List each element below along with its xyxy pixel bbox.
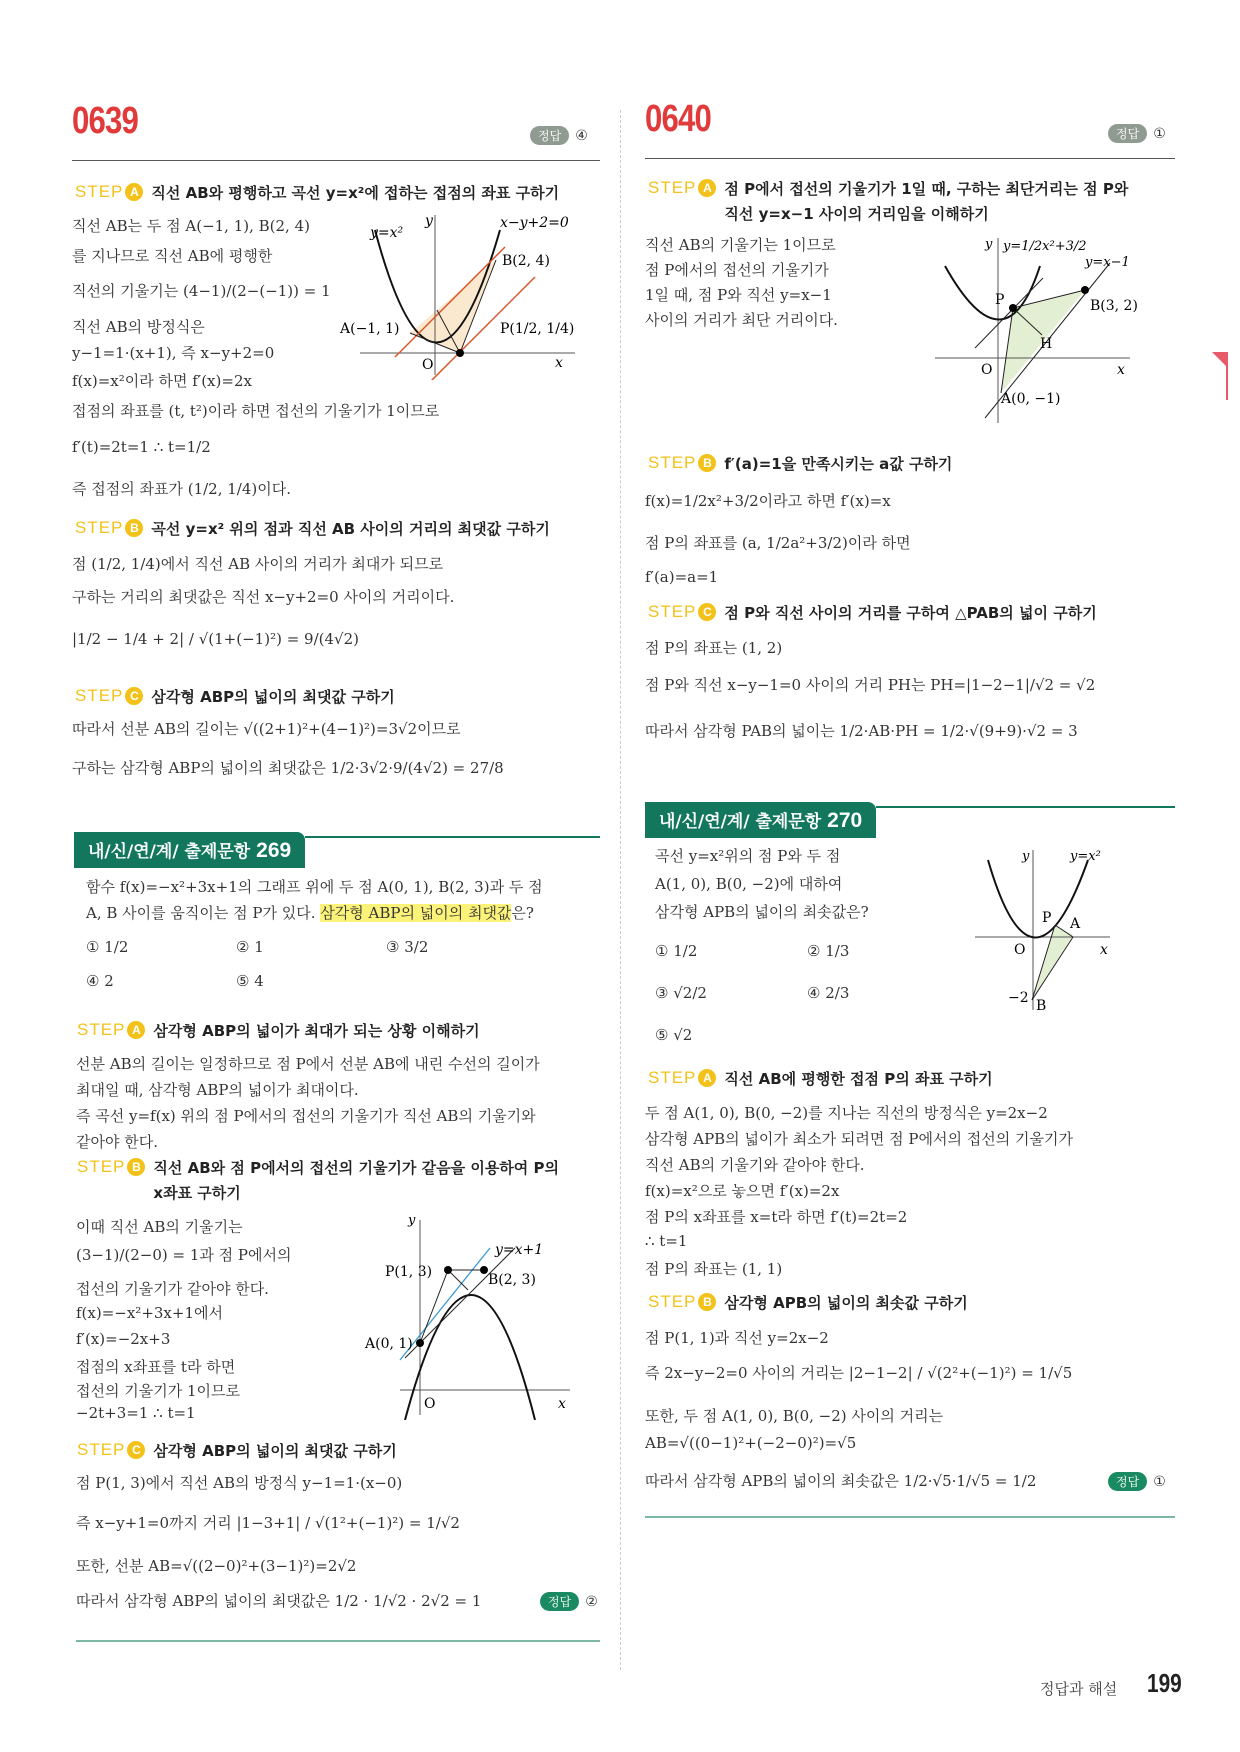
svg-text:P: P xyxy=(1042,910,1052,926)
solution-line: 직선 AB의 방정식은 xyxy=(72,318,205,336)
step-b-heading xyxy=(648,1292,968,1313)
choice-1[interactable]: ① 1/2 xyxy=(86,938,129,956)
step-c-heading xyxy=(75,686,395,707)
svg-text:y=x²: y=x² xyxy=(370,225,404,241)
footer-label: 정답과 해설 xyxy=(1040,1680,1118,1698)
step-a-heading xyxy=(75,182,559,203)
solution-line: 따라서 삼각형 ABP의 넓이의 최댓값은 1/2 · 1/√2 · 2√2 = 1 xyxy=(76,1592,482,1610)
banner-tag: 내/신/연/계/ 출제문항 270 xyxy=(645,802,876,838)
answer-badge-0639 xyxy=(530,126,588,145)
step-a-heading xyxy=(77,1020,480,1041)
edge-tab-marker xyxy=(1208,352,1228,400)
svg-text:O: O xyxy=(981,362,993,378)
step-title: f′(a)=1을 만족시키는 a값 구하기 xyxy=(724,455,953,473)
solution-line: 점 P(1, 1)과 직선 y=2x−2 xyxy=(645,1329,829,1347)
solution-line: 직선 AB의 기울기와 같아야 한다. xyxy=(645,1156,865,1174)
svg-text:y=1/2x²+3/2: y=1/2x²+3/2 xyxy=(1003,239,1087,254)
graph-0639 xyxy=(340,205,580,380)
problem-number-0640: 0640 xyxy=(645,98,712,140)
svg-text:B(2, 4): B(2, 4) xyxy=(502,253,550,269)
step-label: STEP B xyxy=(648,1292,716,1312)
choice-5[interactable]: ⑤ 4 xyxy=(236,972,264,990)
svg-text:y: y xyxy=(425,213,433,229)
question-highlight: 삼각형 ABP의 넓이의 최댓값 xyxy=(320,904,512,922)
step-c-heading xyxy=(648,602,1097,623)
step-label: STEP C xyxy=(648,602,716,622)
answer-pill: 정답 xyxy=(530,126,569,145)
solution-line: 구하는 삼각형 ABP의 넓이의 최댓값은 1/2·3√2·9/(4√2) = 27/8 xyxy=(72,759,504,777)
answer-value: ① xyxy=(1153,1473,1166,1490)
choice-4[interactable]: ④ 2 xyxy=(86,972,114,990)
solution-line: f(x)=−x²+3x+1에서 xyxy=(76,1304,223,1322)
svg-text:x−y+2=0: x−y+2=0 xyxy=(500,215,569,231)
step-c-heading xyxy=(77,1440,397,1461)
choice-2[interactable]: ② 1/3 xyxy=(807,942,850,960)
choice-1[interactable]: ① 1/2 xyxy=(655,942,698,960)
solution-line: 1일 때, 점 P와 직선 y=x−1 xyxy=(645,286,832,304)
solution-line: 를 지나므로 직선 AB에 평행한 xyxy=(72,247,273,265)
solution-line: 접선의 기울기가 1이므로 xyxy=(76,1382,240,1400)
svg-text:x: x xyxy=(558,1396,566,1412)
solution-line: 즉 2x−y−2=0 사이의 거리는 |2−1−2| / √(2²+(−1)²) = 1/√5 xyxy=(645,1364,1073,1382)
step-title: 곡선 y=x² 위의 점과 직선 AB 사이의 거리의 최댓값 구하기 xyxy=(151,520,550,538)
solution-line: 따라서 삼각형 APB의 넓이의 최솟값은 1/2·√5·1/√5 = 1/2 xyxy=(645,1472,1037,1490)
solution-line: 즉 곡선 y=f(x) 위의 점 P에서의 접선의 기울기가 직선 AB의 기울기와 xyxy=(76,1107,536,1125)
solution-line: 즉 접점의 좌표가 (1/2, 1/4)이다. xyxy=(72,480,292,498)
choice-5[interactable]: ⑤ √2 xyxy=(655,1026,693,1044)
solution-line: 점 P(1, 3)에서 직선 AB의 방정식 y−1=1·(x−0) xyxy=(76,1474,403,1492)
step-title: 점 P에서 접선의 기울기가 1일 때, 구하는 최단거리는 점 P와 직선 y=x−1 사이의 거리임을 이해하기 xyxy=(724,180,1129,223)
step-label: STEP C xyxy=(77,1440,145,1460)
solution-line: y−1=1·(x+1), 즉 x−y+2=0 xyxy=(72,344,275,362)
solution-line: AB=√((0−1)²+(−2−0)²)=√5 xyxy=(645,1434,857,1452)
solution-line: 두 점 A(1, 0), B(0, −2)를 지나는 직선의 방정식은 y=2x−2 xyxy=(645,1104,1048,1122)
svg-text:A: A xyxy=(1070,916,1081,932)
solution-line: 삼각형 APB의 넓이가 최소가 되려면 점 P에서의 접선의 기울기가 xyxy=(645,1130,1073,1148)
solution-line: 접선의 기울기가 같아야 한다. xyxy=(76,1280,269,1298)
solution-line: 접점의 좌표를 (t, t²)이라 하면 접선의 기울기가 1이므로 xyxy=(72,402,440,420)
step-title: 삼각형 ABP의 넓이가 최대가 되는 상황 이해하기 xyxy=(153,1022,480,1040)
step-label: STEP B xyxy=(77,1157,145,1177)
solution-line: |1/2 − 1/4 + 2| / √(1+(−1)²) = 9/(4√2) xyxy=(72,630,359,648)
solution-line: 점 P의 x좌표를 x=t라 하면 f′(t)=2t=2 xyxy=(645,1208,908,1226)
svg-text:O: O xyxy=(422,357,434,373)
svg-text:A(0, −1): A(0, −1) xyxy=(1001,391,1061,407)
graph-270 xyxy=(970,840,1130,1015)
graph-0640 xyxy=(935,228,1145,428)
section-end-rule xyxy=(76,1640,600,1642)
svg-text:x: x xyxy=(1117,362,1125,378)
section-end-rule xyxy=(645,1516,1175,1518)
solution-line: ∴ t=1 xyxy=(645,1232,688,1250)
column-divider xyxy=(620,110,621,1670)
answer-pill: 정답 xyxy=(1108,1472,1147,1491)
svg-text:P(1/2, 1/4): P(1/2, 1/4) xyxy=(500,321,575,337)
problem-number-0639: 0639 xyxy=(72,100,139,142)
banner-tag: 내/신/연/계/ 출제문항 269 xyxy=(74,832,305,868)
svg-text:y: y xyxy=(985,237,993,252)
divider xyxy=(72,160,600,161)
solution-line: f′(x)=−2x+3 xyxy=(76,1330,171,1348)
step-title: 삼각형 ABP의 넓이의 최댓값 구하기 xyxy=(153,1442,397,1460)
solution-line: 직선의 기울기는 (4−1)/(2−(−1)) = 1 xyxy=(72,282,331,300)
solution-line: 최대일 때, 삼각형 ABP의 넓이가 최대이다. xyxy=(76,1081,359,1099)
answer-pill: 정답 xyxy=(1108,124,1147,143)
graph-269 xyxy=(360,1210,580,1420)
step-label: STEP C xyxy=(75,686,143,706)
svg-text:B: B xyxy=(1036,998,1047,1014)
answer-badge-270 xyxy=(1108,1472,1166,1491)
solution-line: 또한, 두 점 A(1, 0), B(0, −2) 사이의 거리는 xyxy=(645,1407,944,1425)
choice-3[interactable]: ③ √2/2 xyxy=(655,984,707,1002)
solution-line: f′(a)=a=1 xyxy=(645,568,719,586)
banner-rule xyxy=(876,806,1175,808)
answer-badge-269 xyxy=(540,1592,598,1611)
step-a-heading xyxy=(648,1068,993,1089)
svg-text:−2: −2 xyxy=(1008,990,1029,1006)
solution-line: (3−1)/(2−0) = 1과 점 P에서의 xyxy=(76,1246,292,1264)
solution-line: f′(t)=2t=1 ∴ t=1/2 xyxy=(72,438,211,456)
solution-line: 또한, 선분 AB=√((2−0)²+(3−1)²)=2√2 xyxy=(76,1557,357,1575)
question-line: 함수 f(x)=−x²+3x+1의 그래프 위에 두 점 A(0, 1), B(2, 3)과 두 점 xyxy=(86,878,543,896)
step-title: 삼각형 ABP의 넓이의 최댓값 구하기 xyxy=(151,688,395,706)
step-label: STEP B xyxy=(648,453,716,473)
solution-line: 점 P의 좌표를 (a, 1/2a²+3/2)이라 하면 xyxy=(645,534,911,552)
solution-line: 직선 AB는 두 점 A(−1, 1), B(2, 4) xyxy=(72,217,310,235)
step-a-heading xyxy=(648,178,1128,224)
svg-text:y=x+1: y=x+1 xyxy=(495,1242,544,1258)
step-label: STEP B xyxy=(75,518,143,538)
svg-text:x: x xyxy=(555,355,563,371)
svg-text:O: O xyxy=(1014,942,1026,958)
step-title: 직선 AB에 평행한 접점 P의 좌표 구하기 xyxy=(724,1070,993,1088)
svg-text:P: P xyxy=(995,292,1005,308)
solution-line: 같아야 한다. xyxy=(76,1133,158,1151)
question-line: A, B 사이를 움직이는 점 P가 있다. 삼각형 ABP의 넓이의 최댓값은? xyxy=(86,904,534,922)
step-title: 직선 AB와 평행하고 곡선 y=x²에 접하는 접점의 좌표 구하기 xyxy=(151,184,560,202)
solution-line: 점 P의 좌표는 (1, 2) xyxy=(645,639,783,657)
divider xyxy=(645,158,1175,159)
solution-line: f(x)=x²으로 놓으면 f′(x)=2x xyxy=(645,1182,840,1200)
solution-line: 이때 직선 AB의 기울기는 xyxy=(76,1218,243,1236)
step-title: 점 P와 직선 사이의 거리를 구하여 △PAB의 넓이 구하기 xyxy=(724,604,1097,622)
solution-line: 접점의 x좌표를 t라 하면 xyxy=(76,1358,236,1376)
solution-line: f(x)=x²이라 하면 f′(x)=2x xyxy=(72,372,252,390)
choice-3[interactable]: ③ 3/2 xyxy=(386,938,429,956)
svg-text:O: O xyxy=(424,1396,436,1412)
solution-line: 점 P의 좌표는 (1, 1) xyxy=(645,1260,783,1278)
svg-text:P(1, 3): P(1, 3) xyxy=(385,1264,433,1280)
solution-line: 직선 AB의 기울기는 1이므로 xyxy=(645,236,836,254)
svg-text:B(3, 2): B(3, 2) xyxy=(1090,298,1138,314)
svg-text:y: y xyxy=(1022,849,1030,864)
step-label: STEP A xyxy=(648,178,716,198)
svg-text:A(0, 1): A(0, 1) xyxy=(365,1336,413,1352)
banner-rule xyxy=(305,836,600,838)
answer-pill: 정답 xyxy=(540,1592,579,1611)
solution-line: 구하는 거리의 최댓값은 직선 x−y+2=0 사이의 거리이다. xyxy=(72,588,455,606)
answer-value: ④ xyxy=(575,127,588,144)
solution-line: 사이의 거리가 최단 거리이다. xyxy=(645,311,838,329)
step-title: 직선 AB와 점 P에서의 접선의 기울기가 같음을 이용하여 P의 x좌표 구하기 xyxy=(153,1159,559,1202)
solution-line: f(x)=1/2x²+3/2이라고 하면 f′(x)=x xyxy=(645,492,891,510)
solution-line: 선분 AB의 길이는 일정하므로 점 P에서 선분 AB에 내린 수선의 길이가 xyxy=(76,1055,540,1073)
answer-value: ② xyxy=(585,1593,598,1610)
solution-line: 점 (1/2, 1/4)에서 직선 AB 사이의 거리가 최대가 되므로 xyxy=(72,555,444,573)
solution-line: −2t+3=1 ∴ t=1 xyxy=(76,1404,196,1422)
solution-line: 따라서 선분 AB의 길이는 √((2+1)²+(4−1)²)=3√2이므로 xyxy=(72,720,461,738)
svg-text:y=x²: y=x² xyxy=(1070,849,1101,864)
svg-text:H: H xyxy=(1040,336,1053,352)
answer-value: ① xyxy=(1153,125,1166,142)
step-b-heading xyxy=(75,518,550,539)
step-b-heading xyxy=(648,453,952,474)
question-line: 곡선 y=x²위의 점 P와 두 점 xyxy=(655,847,841,865)
page-number: 199 xyxy=(1147,1668,1182,1698)
svg-text:y: y xyxy=(408,1213,416,1228)
question-line: A(1, 0), B(0, −2)에 대하여 xyxy=(655,875,843,893)
choice-2[interactable]: ② 1 xyxy=(236,938,264,956)
question-line: 삼각형 APB의 넓이의 최솟값은? xyxy=(655,903,869,921)
banner-270 xyxy=(645,802,1175,838)
svg-text:x: x xyxy=(1100,942,1108,958)
step-label: STEP A xyxy=(77,1020,145,1040)
solution-line: 따라서 삼각형 PAB의 넓이는 1/2·AB·PH = 1/2·√(9+9)·√2 = 3 xyxy=(645,722,1078,740)
step-title: 삼각형 APB의 넓이의 최솟값 구하기 xyxy=(724,1294,968,1312)
answer-badge-0640 xyxy=(1108,124,1166,143)
banner-269 xyxy=(74,832,600,868)
solution-line: 점 P와 직선 x−y−1=0 사이의 거리 PH는 PH=|1−2−1|/√2 = √2 xyxy=(645,676,1096,694)
solution-line: 즉 x−y+1=0까지 거리 |1−3+1| / √(1²+(−1)²) = 1/√2 xyxy=(76,1514,460,1532)
svg-text:B(2, 3): B(2, 3) xyxy=(488,1272,536,1288)
choice-4[interactable]: ④ 2/3 xyxy=(807,984,850,1002)
step-label: STEP A xyxy=(75,182,143,202)
solution-line: 점 P에서의 접선의 기울기가 xyxy=(645,261,829,279)
svg-text:y=x−1: y=x−1 xyxy=(1085,255,1130,270)
step-b-heading xyxy=(77,1157,559,1203)
step-label: STEP A xyxy=(648,1068,716,1088)
svg-text:A(−1, 1): A(−1, 1) xyxy=(340,321,400,337)
